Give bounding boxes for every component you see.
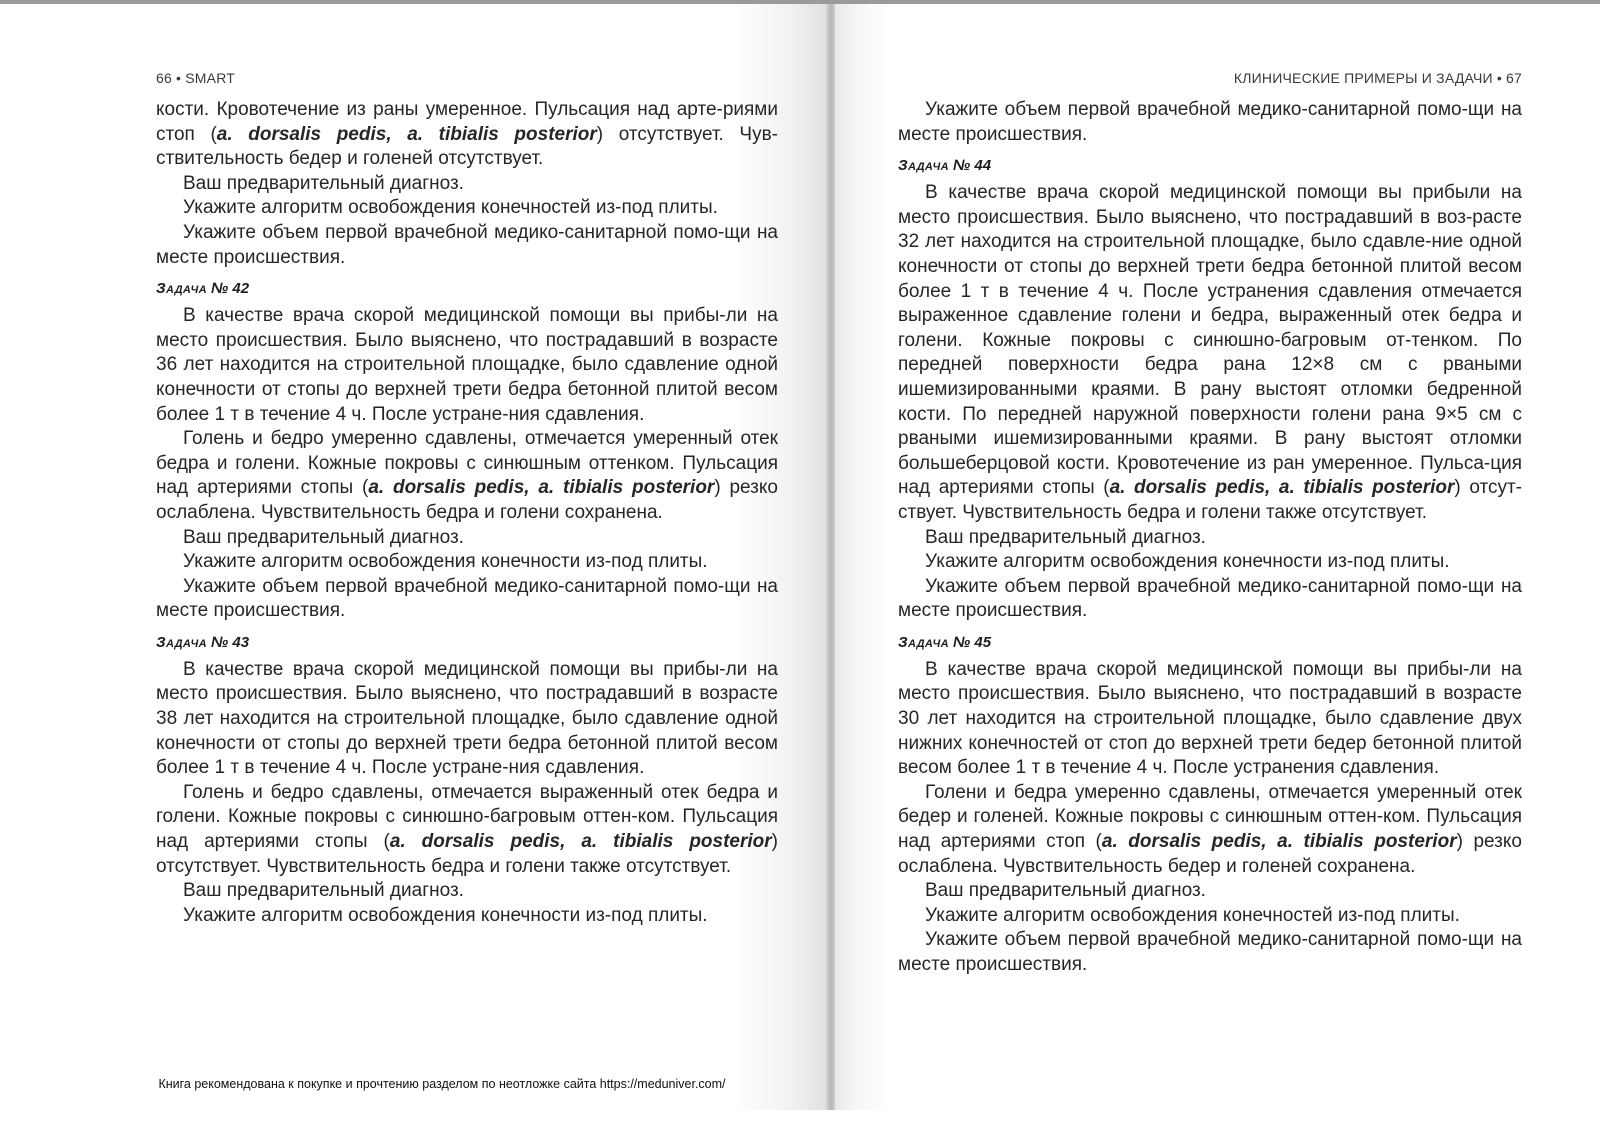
paragraph-text: ) резко ослаблена. Чувствительность бедра и голени сохранена. (156, 477, 778, 523)
task-heading-label: Задача (898, 157, 949, 175)
book-spread (0, 4, 1600, 1110)
paragraph (156, 98, 778, 172)
paragraph-text: Ваш предварительный диагноз. (925, 880, 1206, 902)
paragraph-text: кости. Кровотечение из раны умеренное. Пульсация над арте-риями стоп ( (156, 99, 778, 145)
task-heading (156, 279, 778, 299)
paragraph (156, 904, 778, 929)
latin-term: a. dorsalis pedis, a. tibialis posterior (1101, 831, 1457, 853)
latin-term: a. dorsalis pedis, a. tibialis posterior (216, 123, 597, 145)
task-heading-number: № 42 (211, 280, 250, 298)
latin-term: a. dorsalis pedis, a. tibialis posterior (368, 477, 715, 499)
paragraph (898, 575, 1522, 624)
paragraph (898, 550, 1522, 575)
paragraph-text: Укажите объем первой врачебной медико-санитарной помо-щи на месте происшествия. (898, 929, 1522, 975)
paragraph (898, 928, 1522, 977)
paragraph-text: Укажите объем первой врачебной медико-санитарной помо-щи на месте происшествия. (898, 99, 1522, 145)
paragraph (898, 904, 1522, 929)
paragraph-text: ) отсут-ствует. Чувствительность бедра и голени также отсутствует. (898, 477, 1522, 523)
task-heading-label: Задача (156, 280, 207, 298)
paragraph (156, 526, 778, 551)
paragraph (156, 196, 778, 221)
paragraph (156, 550, 778, 575)
paragraph-text: Голень и бедро сдавлены, отмечается выраженный отек бедра и голени. Кожные покровы с синюшно-багровым оттен-ком. Пульсация над артериями стопы ( (156, 781, 778, 853)
paragraph-text: В качестве врача скорой медицинской помощи вы прибы-ли на место происшествия. Было выяснено, что пострадавший в возрасте 38 лет находится на строительной площадке, было сдавление одной конечности от стопы до верхней трети бедра бетонной плитой весом более 1 т в течение 4 ч. После устране-ния сдавления. (156, 658, 778, 779)
paragraph-text: Голени и бедра умеренно сдавлены, отмечается умеренный отек бедер и голеней. Кожные покровы с синюшным оттен-ком. Пульсация над артериями стоп ( (898, 781, 1522, 853)
paragraph-text: Укажите алгоритм освобождения конечностей из-под плиты. (925, 904, 1460, 926)
paragraph-text: Укажите алгоритм освобождения конечности из-под плиты. (925, 551, 1450, 573)
scan-bottom-margin (0, 1110, 1600, 1133)
paragraph-text: Укажите объем первой врачебной медико-санитарной помо-щи на месте происшествия. (156, 221, 778, 268)
paragraph-text: Ваш предварительный диагноз. (183, 526, 464, 548)
paragraph-text: ) отсутствует. Чувствительность бедра и голени также отсутствует. (156, 831, 778, 877)
task-heading-number: № 43 (211, 633, 250, 651)
right-page-text (898, 98, 1522, 978)
left-page-text (156, 98, 778, 928)
paragraph-text: Голень и бедро умеренно сдавлены, отмечается умеренный отек бедра и голени. Кожные покровы с синюшным оттенком. Пульсация над артериями стопы ( (156, 428, 778, 499)
paragraph (156, 575, 778, 624)
paragraph (156, 879, 778, 904)
left-page-content (156, 66, 778, 928)
paragraph (156, 221, 778, 270)
task-heading (898, 156, 1522, 176)
paragraph-text: В качестве врача скорой медицинской помощи вы прибыли на место происшествия. Было выяснено, что пострадавший в воз-расте 32 лет находится на строительной площадке, было сдавле-ние одной конечности от стопы до верхней трети бедра бетонной плитой весом более 1 т в течение 4 ч. После устранения сдавления отмечается выраженное сдавление голени и бедра, выраженный отек бедра и голени. Кожные покровы с синюшно-багровым от-тенком. По передней поверхности бедра рана 12×8 см с рваными ишемизированными краями. В рану выстоят отломки бедренной кости. По передней наружной поверхности голени рана 9×5 см с рваными ишемизированными краями. В рану выстоят отломки большеберцовой кости. Кровотечение из ран умеренное. Пульса-ция над артериями стопы ( (898, 182, 1522, 499)
paragraph (156, 172, 778, 197)
paragraph (156, 304, 778, 427)
task-heading (898, 633, 1522, 653)
running-head-right: КЛИНИЧЕСКИЕ ПРИМЕРЫ И ЗАДАЧИ • 67 (1233, 70, 1522, 86)
paragraph (156, 658, 778, 781)
paragraph (156, 427, 778, 525)
paragraph-text: В качестве врача скорой медицинской помощи вы прибы-ли на место происшествия. Было выяснено, что пострадавший в возрасте 36 лет находится на строительной площадке, было сдавление одной конечности от стопы до верхней трети бедра бетонной плитой весом более 1 т в течение 4 ч. После устране-ния сдавления. (156, 305, 778, 425)
latin-term: a. dorsalis pedis, a. tibialis posterior (389, 831, 772, 853)
latin-term: a. dorsalis pedis, a. tibialis posterior (1109, 477, 1455, 499)
paragraph (898, 781, 1522, 879)
paragraph (156, 781, 778, 879)
task-heading-number: № 44 (953, 157, 992, 175)
task-heading-number: № 45 (953, 633, 992, 651)
paragraph-text: Ваш предварительный диагноз. (925, 526, 1206, 548)
paragraph-text: Укажите объем первой врачебной медико-санитарной помо-щи на месте происшествия. (156, 575, 778, 622)
right-page-content (898, 66, 1522, 978)
paragraph-text: Ваш предварительный диагноз. (183, 880, 464, 902)
paragraph-text: ) отсутствует. Чув-ствительность бедер и голеней отсутствует. (156, 123, 778, 170)
paragraph-text: Укажите алгоритм освобождения конечности из-под плиты. (183, 551, 708, 573)
paragraph-text: Укажите алгоритм освобождения конечностей из-под плиты. (183, 197, 718, 219)
paragraph-text: В качестве врача скорой медицинской помощи вы прибы-ли на место происшествия. Было выяснено, что пострадавший в возрасте 30 лет находится на строительной площадке, было сдавление двух нижних конечностей от стоп до верхней трети бедер бетонной плитой весом более 1 т в течение 4 ч. После устранения сдавления. (898, 658, 1522, 779)
paragraph (898, 526, 1522, 551)
footer-note: Книга рекомендована к покупке и прочтению разделом по неотложке сайта https://meduniver.com/ (158, 1077, 726, 1091)
paragraph-text: Ваш предварительный диагноз. (183, 172, 464, 194)
paragraph (898, 879, 1522, 904)
paragraph-text: ) резко ослаблена. Чувствительность бедер и голеней сохранена. (898, 831, 1522, 877)
right-page (832, 4, 1600, 1110)
paragraph (898, 181, 1522, 525)
left-page (0, 4, 832, 1110)
paragraph-text: Укажите алгоритм освобождения конечности из-под плиты. (183, 904, 708, 926)
task-heading-label: Задача (156, 633, 207, 651)
book-gutter (826, 4, 835, 1110)
paragraph (898, 98, 1522, 147)
task-heading (156, 633, 778, 653)
paragraph-text: Укажите объем первой врачебной медико-санитарной помо-щи на месте происшествия. (898, 575, 1522, 622)
paragraph (898, 658, 1522, 781)
running-head-left: 66 • SMART (156, 70, 235, 86)
task-heading-label: Задача (898, 633, 949, 651)
